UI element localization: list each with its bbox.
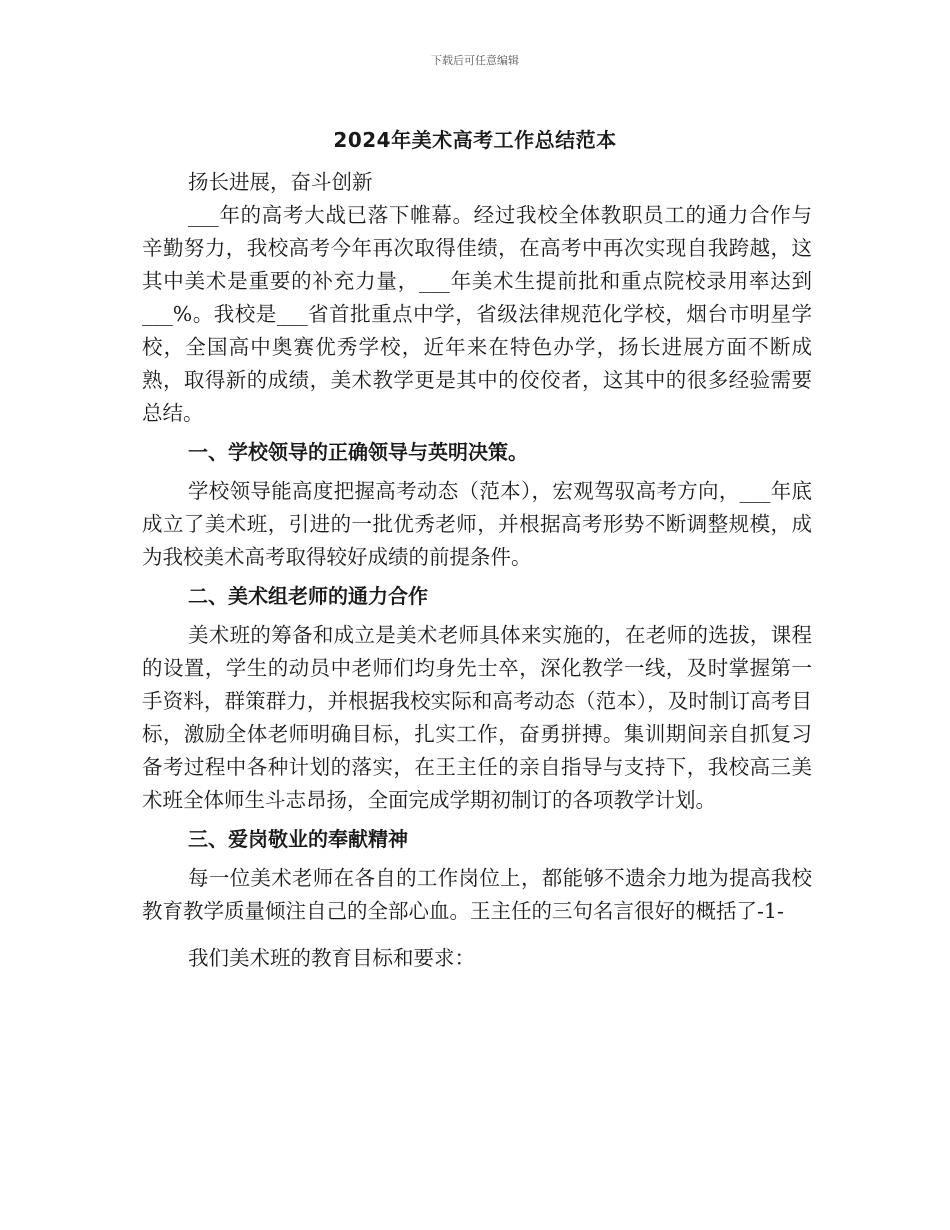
section-heading-2: 二、美术组老师的通力合作 bbox=[188, 584, 428, 608]
paragraph-section-1: 学校领导能高度把握高考动态（范本），宏观驾驭高考方向，___年底成立了美术班，引进的一批优秀老师，并根据高考形势不断调整规模，成为我校美术高考取得较好成绩的前提条件。 bbox=[142, 479, 812, 569]
paragraph-continuation: 我们美术班的教育目标和要求： bbox=[188, 946, 475, 970]
paragraph-section-3: 每一位美术老师在各自的工作岗位上，都能够不遗余力地为提高我校教育教学质量倾注自己的全部心血。王主任的三句名言很好的概括了-1- bbox=[142, 866, 812, 923]
page-break-spacer bbox=[142, 928, 812, 942]
paragraph-section-2: 美术班的筹备和成立是美术老师具体来实施的，在老师的选拔，课程的设置，学生的动员中老师们均身先士卒，深化教学一线，及时掌握第一手资料，群策群力，并根据我校实际和高考动态（范本），及时制订高考目标，激励全体老师明确目标，扎实工作，奋勇拼搏。集训期间亲自抓复习备考过程中各种计划的落实，在王主任的亲自指导与支持下，我校高三美术班全体师生斗志昂扬，全面完成学期初制订的各项教学计划。 bbox=[142, 623, 812, 812]
document-body bbox=[142, 166, 812, 975]
section-heading-3: 三、爱岗敬业的奉献精神 bbox=[188, 827, 408, 851]
header-note: 下载后可任意编辑 bbox=[431, 54, 519, 67]
paragraph-intro: ___年的高考大战已落下帷幕。经过我校全体教职员工的通力合作与辛勤努力，我校高考今年再次取得佳绩，在高考中再次实现自我跨越，这其中美术是重要的补充力量，___年美术生提前批和重点院校录用率达到___%。我校是___省首批重点中学，省级法律规范化学校，烟台市明星学校，全国高中奥赛优秀学校，近年来在特色办学，扬长进展方面不断成熟，取得新的成绩，美术教学更是其中的佼佼者，这其中的很多经验需要总结。 bbox=[142, 203, 812, 425]
paragraph-subtitle: 扬长进展，奋斗创新 bbox=[188, 170, 373, 194]
document-title: 2024年美术高考工作总结范本 bbox=[333, 128, 617, 152]
section-heading-1: 一、学校领导的正确领导与英明决策。 bbox=[188, 440, 528, 464]
